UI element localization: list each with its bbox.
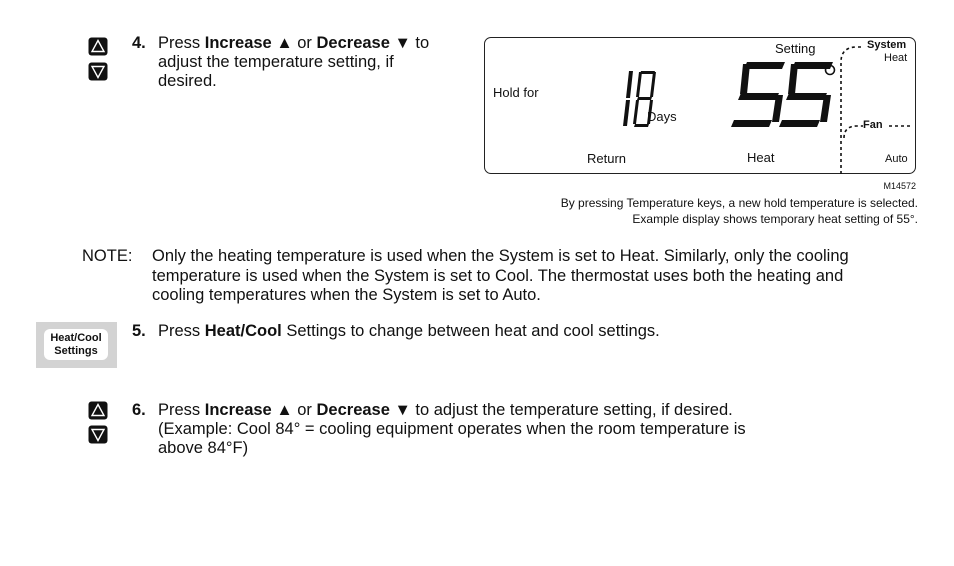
text: Press — [158, 34, 205, 52]
figure-caption-line1: By pressing Temperature keys, a new hold temperature is selected. — [560, 196, 918, 210]
hold-for-label: Hold for — [493, 85, 539, 100]
text: ▼ to adjust the temperature setting, if desired. — [389, 401, 733, 419]
text: ▼ to — [389, 34, 430, 52]
text-line: adjust the temperature setting, if — [158, 53, 394, 71]
text-line: above 84°F) — [158, 439, 249, 457]
step-number: 6. — [132, 401, 146, 419]
heat-cool-settings-button[interactable] — [36, 322, 117, 368]
heat-cool-term: Heat/Cool — [204, 322, 282, 340]
decrease-key-icon[interactable] — [88, 425, 108, 444]
increase-term: Increase — [204, 34, 272, 52]
fan-label: Fan — [863, 119, 883, 131]
text: Press — [158, 322, 205, 340]
text-line: temperature is used when the System is set to Cool. The thermostat uses both the heating and — [152, 266, 844, 285]
button-label: Settings — [54, 345, 98, 357]
display-dividers — [485, 38, 917, 175]
increase-key-icon[interactable] — [88, 37, 108, 56]
step-number: 5. — [132, 322, 146, 340]
days-label: Days — [647, 109, 677, 124]
text: Press — [158, 401, 205, 419]
step-6 — [132, 401, 832, 461]
text-line: desired. — [158, 72, 217, 90]
system-label: System — [867, 39, 907, 51]
heat-cool-settings-key — [44, 329, 108, 360]
step-number: 4. — [132, 34, 146, 52]
text-line: (Example: Cool 84° = cooling equipment operates when the room temperature is — [158, 420, 746, 438]
mode-label: Heat — [747, 150, 775, 165]
increase-key-icon[interactable] — [88, 401, 108, 420]
step-4 — [132, 34, 462, 94]
increase-term: Increase — [204, 401, 272, 419]
button-label: Heat/Cool — [50, 332, 102, 344]
fan-value: Auto — [885, 153, 908, 165]
figure-caption-line2: Example display shows temporary heat setting of 55°. — [632, 212, 918, 226]
note-label: NOTE: — [82, 247, 133, 265]
decrease-term: Decrease — [316, 401, 390, 419]
figure-id: M14572 — [883, 181, 916, 191]
text: ▲ or — [271, 401, 317, 419]
return-label: Return — [587, 151, 627, 166]
step-5 — [132, 322, 752, 344]
step-text — [158, 401, 746, 458]
text: Settings to change between heat and cool settings. — [281, 322, 660, 340]
setting-label: Setting — [775, 41, 816, 56]
temperature-digits — [731, 62, 833, 127]
text-line: cooling temperatures when the System is set to Auto. — [152, 286, 541, 304]
step-text — [158, 322, 660, 341]
decrease-key-icon[interactable] — [88, 62, 108, 81]
step-text — [158, 34, 429, 91]
thermostat-display — [484, 37, 916, 174]
decrease-term: Decrease — [316, 34, 390, 52]
text: ▲ or — [271, 34, 317, 52]
note-body — [152, 247, 849, 306]
text-line: Only the heating temperature is used when the System is set to Heat. Similarly, only the cooling — [152, 247, 849, 265]
system-value: Heat — [884, 52, 908, 64]
